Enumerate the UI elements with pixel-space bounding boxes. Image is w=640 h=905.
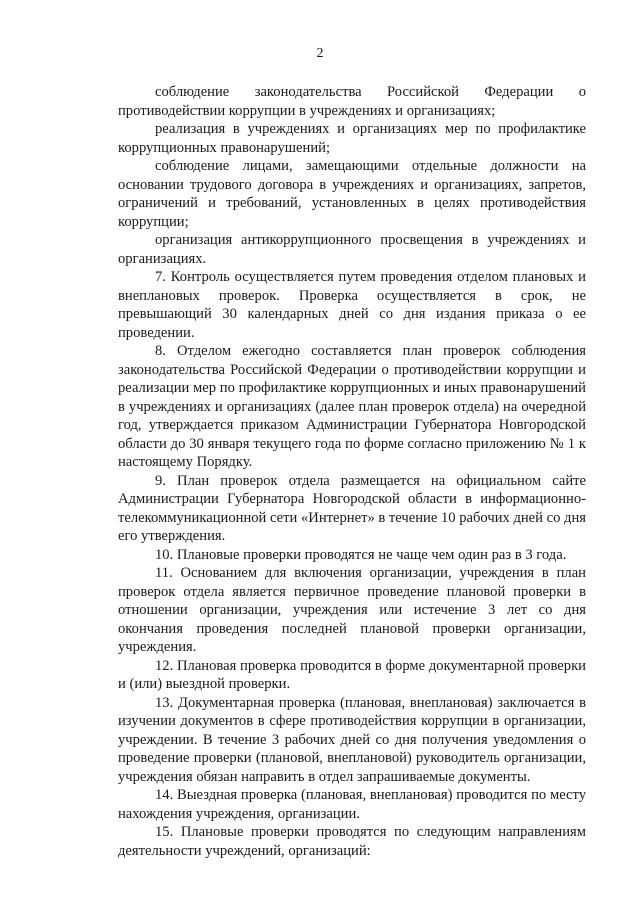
paragraph: соблюдение лицами, замещающими отдельные должности на основании трудового договора в учреждениях и организациях, запретов, ограничений и требований, установленных в целях противодействия коррупции; [118, 158, 586, 230]
paragraph-item-9: 9. План проверок отдела размещается на официальном сайте Администрации Губернатора Новгородской области в информационно-телекоммуникационной сети «Интернет» в течение 10 рабочих дней со дня его утверждения. [118, 472, 586, 544]
paragraph: соблюдение законодательства Российской Федерации о противодействии коррупции в учреждениях и организациях; [118, 84, 586, 119]
paragraph-item-12: 12. Плановая проверка проводится в форме документарной проверки и (или) выездной проверки. [118, 657, 586, 692]
paragraph-item-10: 10. Плановые проверки проводятся не чаще чем один раз в 3 года. [155, 546, 567, 563]
paragraph-item-14: 14. Выездная проверка (плановая, внеплановая) проводится по месту нахождения учреждения, организации. [118, 787, 586, 822]
paragraph-item-15: 15. Плановые проверки проводятся по следующим направлениям деятельности учреждений, организаций: [118, 824, 586, 859]
paragraph-item-13: 13. Документарная проверка (плановая, внеплановая) заключается в изучении документов в сфере противодействия коррупции в организации, учреждении. В течение 3 рабочих дней со дня получения уведомления о проведение проверки (плановой, внеплановой) руководитель организации, учреждения обязан направить в отдел запрашиваемые документы. [118, 694, 586, 785]
document-body [118, 83, 586, 860]
page-number: 2 [316, 46, 324, 61]
paragraph: реализация в учреждениях и организациях мер по профилактике коррупционных правонарушений; [118, 121, 586, 156]
paragraph-item-8: 8. Отделом ежегодно составляется план проверок соблюдения законодательства Российской Федерации о противодействии коррупции и реализации мер по профилактике коррупционных и иных правонарушений в учреждениях и организациях (далее план проверок отдела) на очередной год, утверждается приказом Администрации Губернатора Новгородской области до 30 января текущего года по форме согласно приложению № 1 к настоящему Порядку. [118, 343, 586, 470]
paragraph-item-11: 11. Основанием для включения организации, учреждения в план проверок отдела является первичное проведение плановой проверки в отношении организации, учреждения или истечение 3 лет со дня окончания проведения последней плановой проверки организации, учреждения. [118, 565, 586, 655]
paragraph: организация антикоррупционного просвещения в учреждениях и организациях. [118, 232, 586, 267]
paragraph-item-7: 7. Контроль осуществляется путем проведения отделом плановых и внеплановых проверок. Проверка осуществляется в срок, не превышающий 30 календарных дней со дня издания приказа о ее проведении. [118, 269, 586, 341]
